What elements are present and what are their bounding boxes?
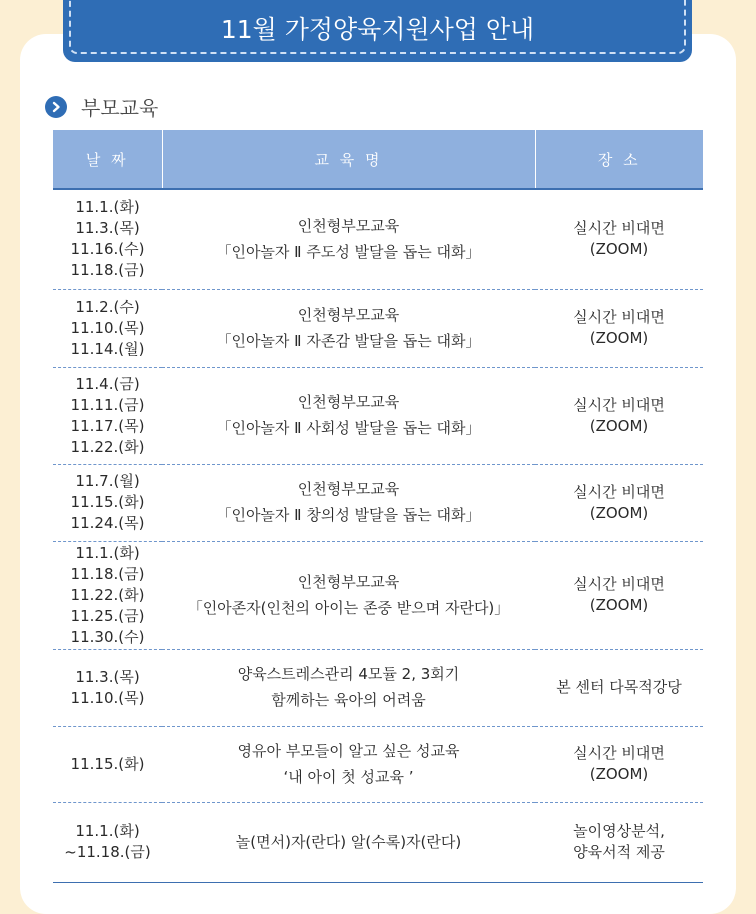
table-row <box>53 541 703 649</box>
education-line: 「인아놀자 Ⅱ 자존감 발달을 돕는 대화」 <box>216 331 481 350</box>
date-line: 11.7.(월) <box>75 472 140 490</box>
title-banner <box>63 0 692 62</box>
date-line: 11.14.(월) <box>70 339 145 358</box>
place-cell <box>535 541 703 649</box>
date-line: 11.4.(금) <box>75 374 140 393</box>
education-line: 인천형부모교육 <box>297 393 400 411</box>
header-date: 날 짜 <box>53 130 162 189</box>
date-line: 11.2.(수) <box>75 297 140 316</box>
date-line: 11.16.(수) <box>70 240 145 259</box>
education-cell <box>162 726 535 802</box>
chevron-right-icon <box>45 96 67 118</box>
table-row <box>53 726 703 802</box>
education-line: 인천형부모교육 <box>297 305 400 324</box>
date-line: 11.25.(금) <box>70 606 145 625</box>
place-cell <box>535 649 703 726</box>
place-cell <box>535 802 703 882</box>
date-line: 11.30.(수) <box>70 627 145 646</box>
date-line: 11.15.(화) <box>70 754 145 773</box>
place-line: 실시간 비대면 <box>573 219 665 238</box>
section-title: 부모교육 <box>81 96 159 120</box>
date-cell <box>53 289 162 367</box>
date-cell <box>53 464 162 541</box>
place-line: 실시간 비대면 <box>573 482 665 501</box>
education-line: 놀(면서)자(란다) 알(수록)자(란다) <box>235 832 462 851</box>
place-line: (ZOOM) <box>589 503 649 522</box>
education-line: ‘내 아이 첫 성교육 ’ <box>283 767 414 786</box>
place-line: 실시간 비대면 <box>573 744 665 762</box>
date-line: 11.17.(목) <box>70 416 145 435</box>
place-line: (ZOOM) <box>589 329 649 347</box>
place-line: (ZOOM) <box>589 416 649 435</box>
place-line: 실시간 비대면 <box>573 308 665 326</box>
place-line: (ZOOM) <box>589 596 649 614</box>
date-line: 11.10.(목) <box>70 318 145 337</box>
schedule-table <box>53 130 703 883</box>
date-cell <box>53 802 162 882</box>
place-line: 본 센터 다목적강당 <box>556 678 682 696</box>
education-line: 「인아놀자 Ⅱ 창의성 발달을 돕는 대화」 <box>216 506 481 524</box>
table-row <box>53 289 703 367</box>
place-cell <box>535 367 703 464</box>
table-row <box>53 189 703 289</box>
header-education: 교 육 명 <box>162 130 535 189</box>
education-cell <box>162 649 535 726</box>
place-cell <box>535 189 703 289</box>
education-line: 인천형부모교육 <box>297 216 400 235</box>
date-line: 11.22.(화) <box>70 585 145 604</box>
education-line: 양육스트레스관리 4모듈 2, 3회기 <box>237 665 460 683</box>
date-line: 11.22.(화) <box>70 437 145 456</box>
table-row <box>53 802 703 882</box>
place-line: (ZOOM) <box>589 765 649 783</box>
table-row <box>53 367 703 464</box>
education-cell <box>162 367 535 464</box>
date-line: ~11.18.(금) <box>64 843 151 861</box>
date-line: 11.18.(금) <box>70 261 145 280</box>
section-header <box>45 92 158 121</box>
date-cell <box>53 541 162 649</box>
education-cell <box>162 464 535 541</box>
header-place: 장 소 <box>535 130 703 189</box>
date-line: 11.10.(목) <box>70 688 145 707</box>
place-cell <box>535 289 703 367</box>
education-line: 함께하는 육아의 어려움 <box>271 691 426 709</box>
education-line: 「인아놀자 Ⅱ 주도성 발달을 돕는 대화」 <box>216 242 481 261</box>
date-line: 11.15.(화) <box>70 493 145 511</box>
education-line: 「인아존자(인천의 아이는 존중 받으며 자란다)」 <box>187 598 510 617</box>
table-row <box>53 464 703 541</box>
place-cell <box>535 726 703 802</box>
date-cell <box>53 367 162 464</box>
date-line: 11.11.(금) <box>70 395 145 414</box>
place-line: 양육서적 제공 <box>573 843 665 861</box>
banner-title: 11월 가정양육지원사업 안내 <box>69 0 686 54</box>
date-line: 11.18.(금) <box>70 564 145 583</box>
date-line: 11.24.(목) <box>70 514 145 532</box>
place-line: 실시간 비대면 <box>573 575 665 593</box>
education-line: 인천형부모교육 <box>297 572 400 591</box>
place-line: 놀이영상분석, <box>573 822 665 840</box>
date-line: 11.1.(화) <box>75 543 140 562</box>
education-cell <box>162 802 535 882</box>
education-cell <box>162 189 535 289</box>
education-line: 영유아 부모들이 알고 싶은 성교육 <box>237 741 460 760</box>
education-line: 「인아놀자 Ⅱ 사회성 발달을 돕는 대화」 <box>216 419 481 437</box>
date-line: 11.3.(목) <box>75 667 140 686</box>
date-cell <box>53 649 162 726</box>
place-line: 실시간 비대면 <box>573 395 665 414</box>
date-cell <box>53 189 162 289</box>
table-header-row <box>53 130 703 189</box>
place-line: (ZOOM) <box>589 240 649 259</box>
education-cell <box>162 541 535 649</box>
date-line: 11.1.(화) <box>75 198 140 217</box>
education-line: 인천형부모교육 <box>297 480 400 498</box>
table-row <box>53 649 703 726</box>
date-cell <box>53 726 162 802</box>
date-line: 11.3.(목) <box>75 219 140 238</box>
education-cell <box>162 289 535 367</box>
place-cell <box>535 464 703 541</box>
date-line: 11.1.(화) <box>75 822 140 840</box>
